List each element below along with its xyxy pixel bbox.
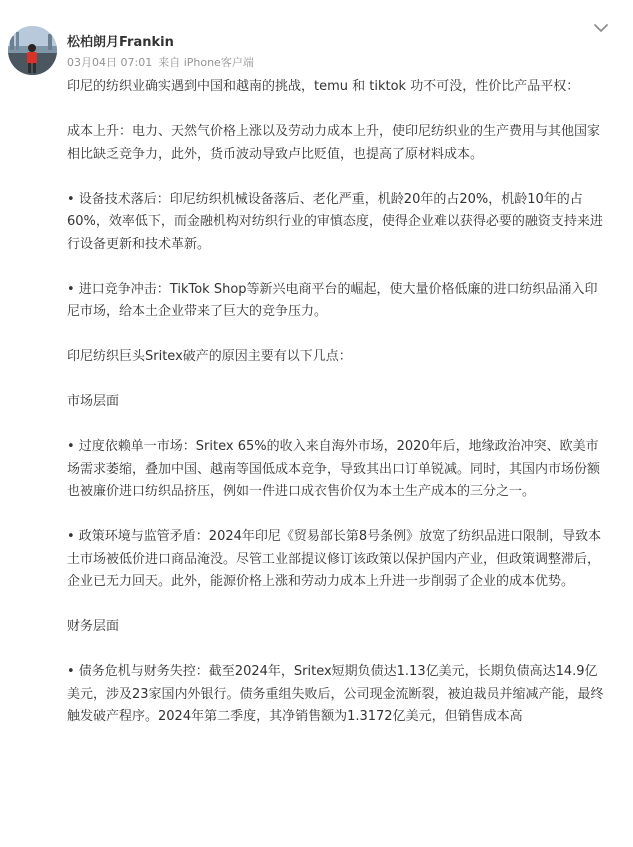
heading-market: 市场层面	[67, 394, 120, 409]
user-avatar[interactable]	[8, 26, 57, 75]
avatar-photo-icon	[8, 26, 57, 75]
chevron-down-icon[interactable]	[592, 20, 610, 34]
post-meta	[67, 56, 254, 70]
post-date[interactable]: 03月04日 07:01	[67, 56, 153, 69]
username[interactable]: 松柏朗月Frankin	[67, 35, 174, 50]
paragraph-import: • 进口竞争冲击：TikTok Shop等新兴电商平台的崛起，使大量价格低廉的进口纺织品涌入印尼市场，给本土企业带来了巨大的竞争压力。	[67, 281, 598, 319]
paragraph-policy: • 政策环境与监管矛盾：2024年印尼《贸易部长第8号条例》放宽了纺织品进口限制，导致本土市场被低价进口商品淹没。尽管工业部提议修订该政策以保护国内产业，但政策调整滞后，企业已无力回天。此外，能源价格上涨和劳动力成本上升进一步削弱了企业的成本优势。	[67, 529, 602, 589]
paragraph-cost: 成本上升：电力、天然气价格上涨以及劳动力成本上升，使印尼纺织业的生产费用与其他国家相比缺乏竞争力，此外，货币波动导致卢比贬值，也提高了原材料成本。	[67, 124, 601, 162]
paragraph-intro: 印尼的纺织业确实遇到中国和越南的挑战，temu 和 tiktok 功不可没，性价比产品平权：	[67, 79, 580, 94]
paragraph-debt: • 债务危机与财务失控：截至2024年，Sritex短期负债达1.13亿美元，长期负债高达14.9亿美元，涉及23家国内外银行。债务重组失败后，公司现金流断裂，被迫裁员并缩减产能，最终触发破产程序。2024年第二季度，其净销售额为1.3172亿美元，但销售成本高	[67, 664, 604, 724]
heading-finance: 财务层面	[67, 619, 120, 634]
paragraph-sritex: 印尼纺织巨头Sritex破产的原因主要有以下几点：	[67, 349, 352, 364]
paragraph-market-dependence: • 过度依赖单一市场：Sritex 65%的收入来自海外市场，2020年后，地缘政治冲突、欧美市场需求萎缩，叠加中国、越南等国低成本竞争，导致其出口订单锐减。同时，其国内市场份额也被廉价进口纺织品挤压，例如一件进口成衣售价仅为本土生产成本的三分之一。	[67, 439, 601, 499]
post-source: 来自 iPhone客户端	[158, 56, 254, 69]
paragraph-equipment: • 设备技术落后：印尼纺织机械设备落后、老化严重，机龄20年的占20%，机龄10年的占60%，效率低下，而金融机构对纺织行业的审慎态度，使得企业难以获得必要的融资支持来进行设备更新和技术革新。	[67, 191, 603, 252]
post-content	[67, 76, 607, 729]
